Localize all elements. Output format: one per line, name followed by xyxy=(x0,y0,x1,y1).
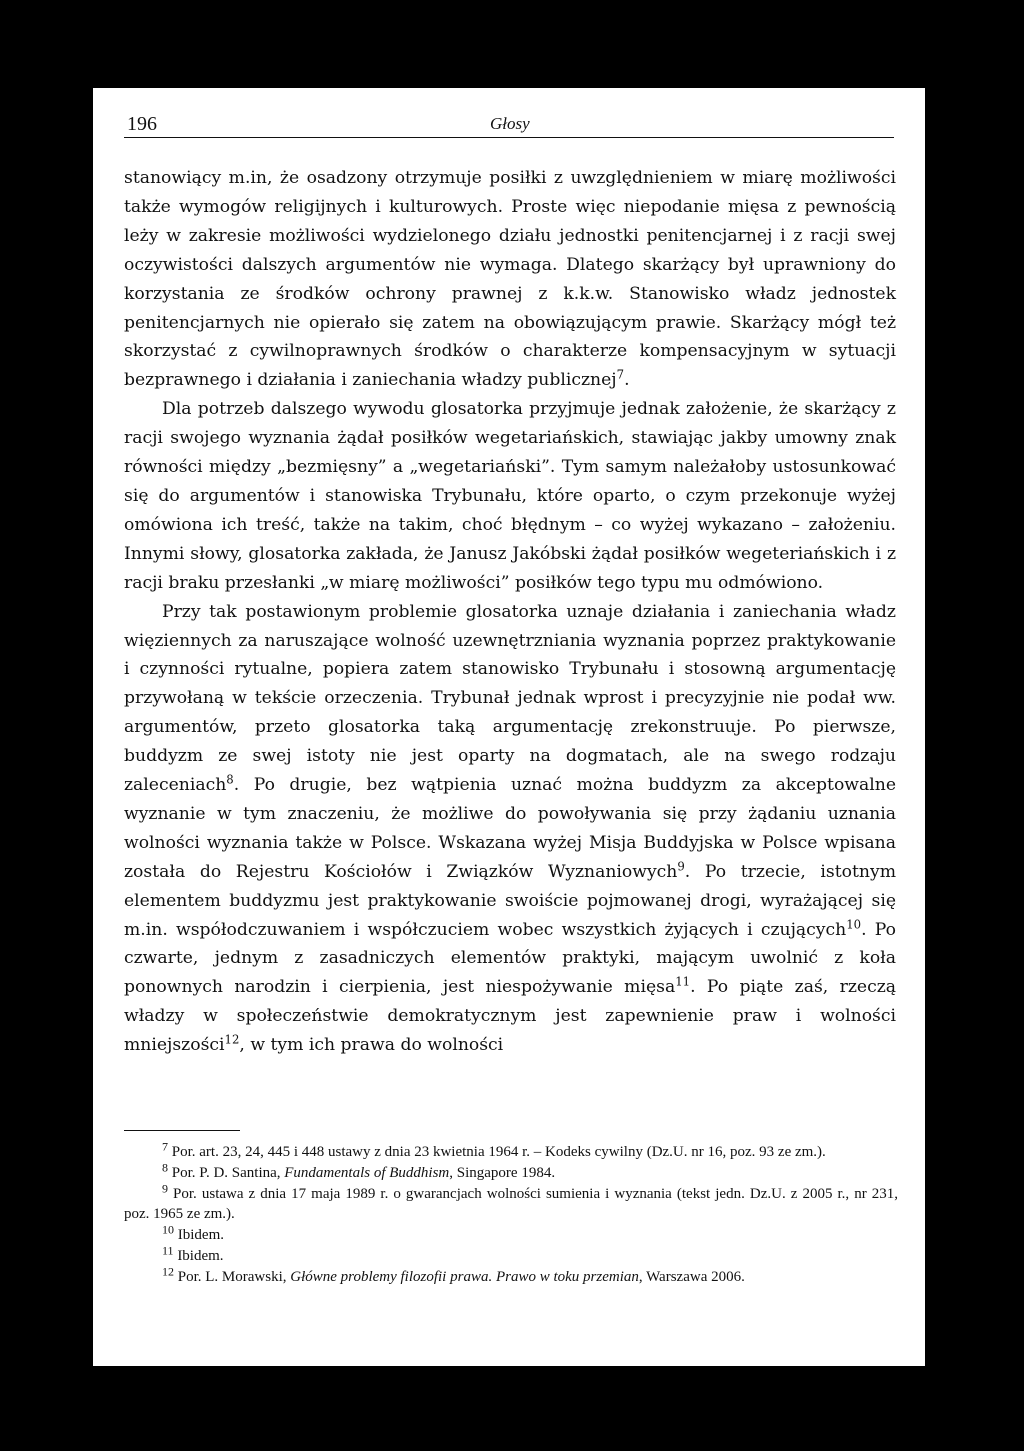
page-header xyxy=(124,111,894,138)
text-run: . Po trzecie, istotnym elementem buddyzmu jest praktykowanie swoiście pojmowanej drogi, wyrażającej się m.in. współodczuwaniem i współczuciem wobec wszystkich żyjących i czujących xyxy=(124,861,896,940)
footnote-text: Por. P. D. Santina, xyxy=(171,1164,285,1181)
footnote-ref-10[interactable]: 10 xyxy=(846,917,862,932)
footnote-number: 8 xyxy=(162,1160,168,1175)
footnote-7 xyxy=(124,1139,898,1163)
text-run: . Po piąte zaś, rzeczą władzy w społeczeństwie demokratycznym jest zapewnienie praw i wolności mniejszości xyxy=(124,977,896,1056)
footnote-12 xyxy=(124,1264,898,1288)
footnote-9 xyxy=(124,1181,899,1226)
footnote-ref-11[interactable]: 11 xyxy=(675,974,691,989)
paragraph-3 xyxy=(124,598,896,1061)
footnotes xyxy=(124,1139,899,1288)
text-run: . Po drugie, bez wątpienia uznać można buddyzm za akceptowalne wyznanie w tym znaczeniu, że możliwe do powoływania się przy żądaniu uznania wolności wyznania także w Polsce. Wskazana wyżej Misja Buddyjska w Polsce wpisana została do Rejestru Kościołów i Związków Wyznaniowych xyxy=(124,775,896,882)
text-run: stanowiący m.in, że osadzony otrzymuje posiłki z uwzględnieniem w miarę możliwości także wymogów religijnych i kulturowych. Proste więc niepodanie mięsa z pewnością leży w zakresie możliwości wydzielonego działu jednostki penitencjarnej i z racji swej oczywistości dalszych argumentów nie wymaga. Dlatego skarżący był uprawniony do korzystania ze środków ochrony prawnej z k.k.w. Stanowisko władz jednostek penitencjarnych nie opierało się zatem na obowiązującym prawie. Skarżący mógł też skorzystać z cywilnoprawnych środków o charakterze kompensacyjnym w sytuacji bezprawnego i działania i zaniechania władzy publicznej xyxy=(124,168,896,391)
footnote-title: Fundamentals of Buddhism xyxy=(284,1164,450,1181)
running-head: Głosy xyxy=(490,114,530,133)
page-number: 196 xyxy=(127,113,157,135)
footnote-number: 9 xyxy=(162,1181,168,1196)
footnote-10 xyxy=(124,1222,898,1246)
paragraph-2 xyxy=(124,395,896,597)
text-run: . Po czwarte, jednym z zasadniczych elementów praktyki, mającym uwolnić z koła ponownych narodzin i cierpienia, jest niespożywanie mięsa xyxy=(124,919,896,998)
document-page xyxy=(93,88,925,1366)
footnote-8 xyxy=(124,1160,898,1184)
footnote-ref-12[interactable]: 12 xyxy=(224,1032,240,1047)
paragraph-1 xyxy=(124,164,896,395)
footnote-title: Główne problemy filozofii prawa. Prawo w toku przemian xyxy=(290,1268,639,1285)
footnote-text: Por. ustawa z dnia 17 maja 1989 r. o gwarancjach wolności sumienia i wyznania (tekst jedn. Dz.U. z 2005 r., nr 231, poz. 1965 ze zm.). xyxy=(124,1185,899,1223)
footnote-text: , Warszawa 2006. xyxy=(638,1268,745,1285)
text-run: Przy tak postawionym problemie glosatorka uznaje działania i zaniechania władz więziennych za naruszające wolność uzewnętrzniania wyznania poprzez praktykowanie i czynności rytualne, popiera zatem stanowisko Trybunału i stosowną argumentację przywołaną w tekście orzeczenia. Trybunał jednak wprost i precyzyjnie nie podał ww. argumentów, przeto glosatorka taką argumentację zrekonstruuje. Po pierwsze, buddyzm ze swej istoty nie jest oparty na dogmatach, ale na swego rodzaju zaleceniach xyxy=(124,601,896,796)
text-run: , w tym ich prawa do wolności xyxy=(239,1035,504,1056)
footnote-number: 7 xyxy=(162,1139,168,1154)
footnote-number: 12 xyxy=(162,1264,174,1279)
footnote-number: 11 xyxy=(162,1243,174,1258)
footnote-separator xyxy=(124,1130,240,1131)
text-run: . xyxy=(624,370,630,391)
footnote-number: 10 xyxy=(162,1222,174,1237)
body-text xyxy=(124,164,896,1060)
footnote-text: Por. L. Morawski, xyxy=(177,1268,291,1285)
footnote-ref-8[interactable]: 8 xyxy=(226,772,234,787)
footnote-text: , Singapore 1984. xyxy=(449,1164,556,1181)
footnote-text: Ibidem. xyxy=(177,1227,224,1244)
footnote-ref-9[interactable]: 9 xyxy=(677,859,685,874)
text-run: Dla potrzeb dalszego wywodu glosatorka przyjmuje jednak założenie, że skarżący z racji swojego wyznania żądał posiłków wegetariańskich, stawiając jakby umowny znak równości między „bezmięsny” a „wegetariański”. Tym samym należałoby ustosunkować się do argumentów i stanowiska Trybunału, które oparto, o czym przekonuje wyżej omówiona ich treść, także na takim, choć błędnym – co wyżej wykazano – założeniu. Innymi słowy, glosatorka zakłada, że Janusz Jakóbski żądał posiłków wegeteriańskich i z racji braku przesłanki „w miarę możliwości” posiłków tego typu mu odmówiono. xyxy=(124,399,896,593)
footnote-text: Ibidem. xyxy=(177,1247,224,1264)
footnote-text: Por. art. 23, 24, 445 i 448 ustawy z dnia 23 kwietnia 1964 r. – Kodeks cywilny (Dz.U. nr 16, poz. 93 ze zm.). xyxy=(171,1144,826,1160)
footnote-11 xyxy=(124,1243,898,1267)
footnote-ref-7[interactable]: 7 xyxy=(616,367,625,382)
